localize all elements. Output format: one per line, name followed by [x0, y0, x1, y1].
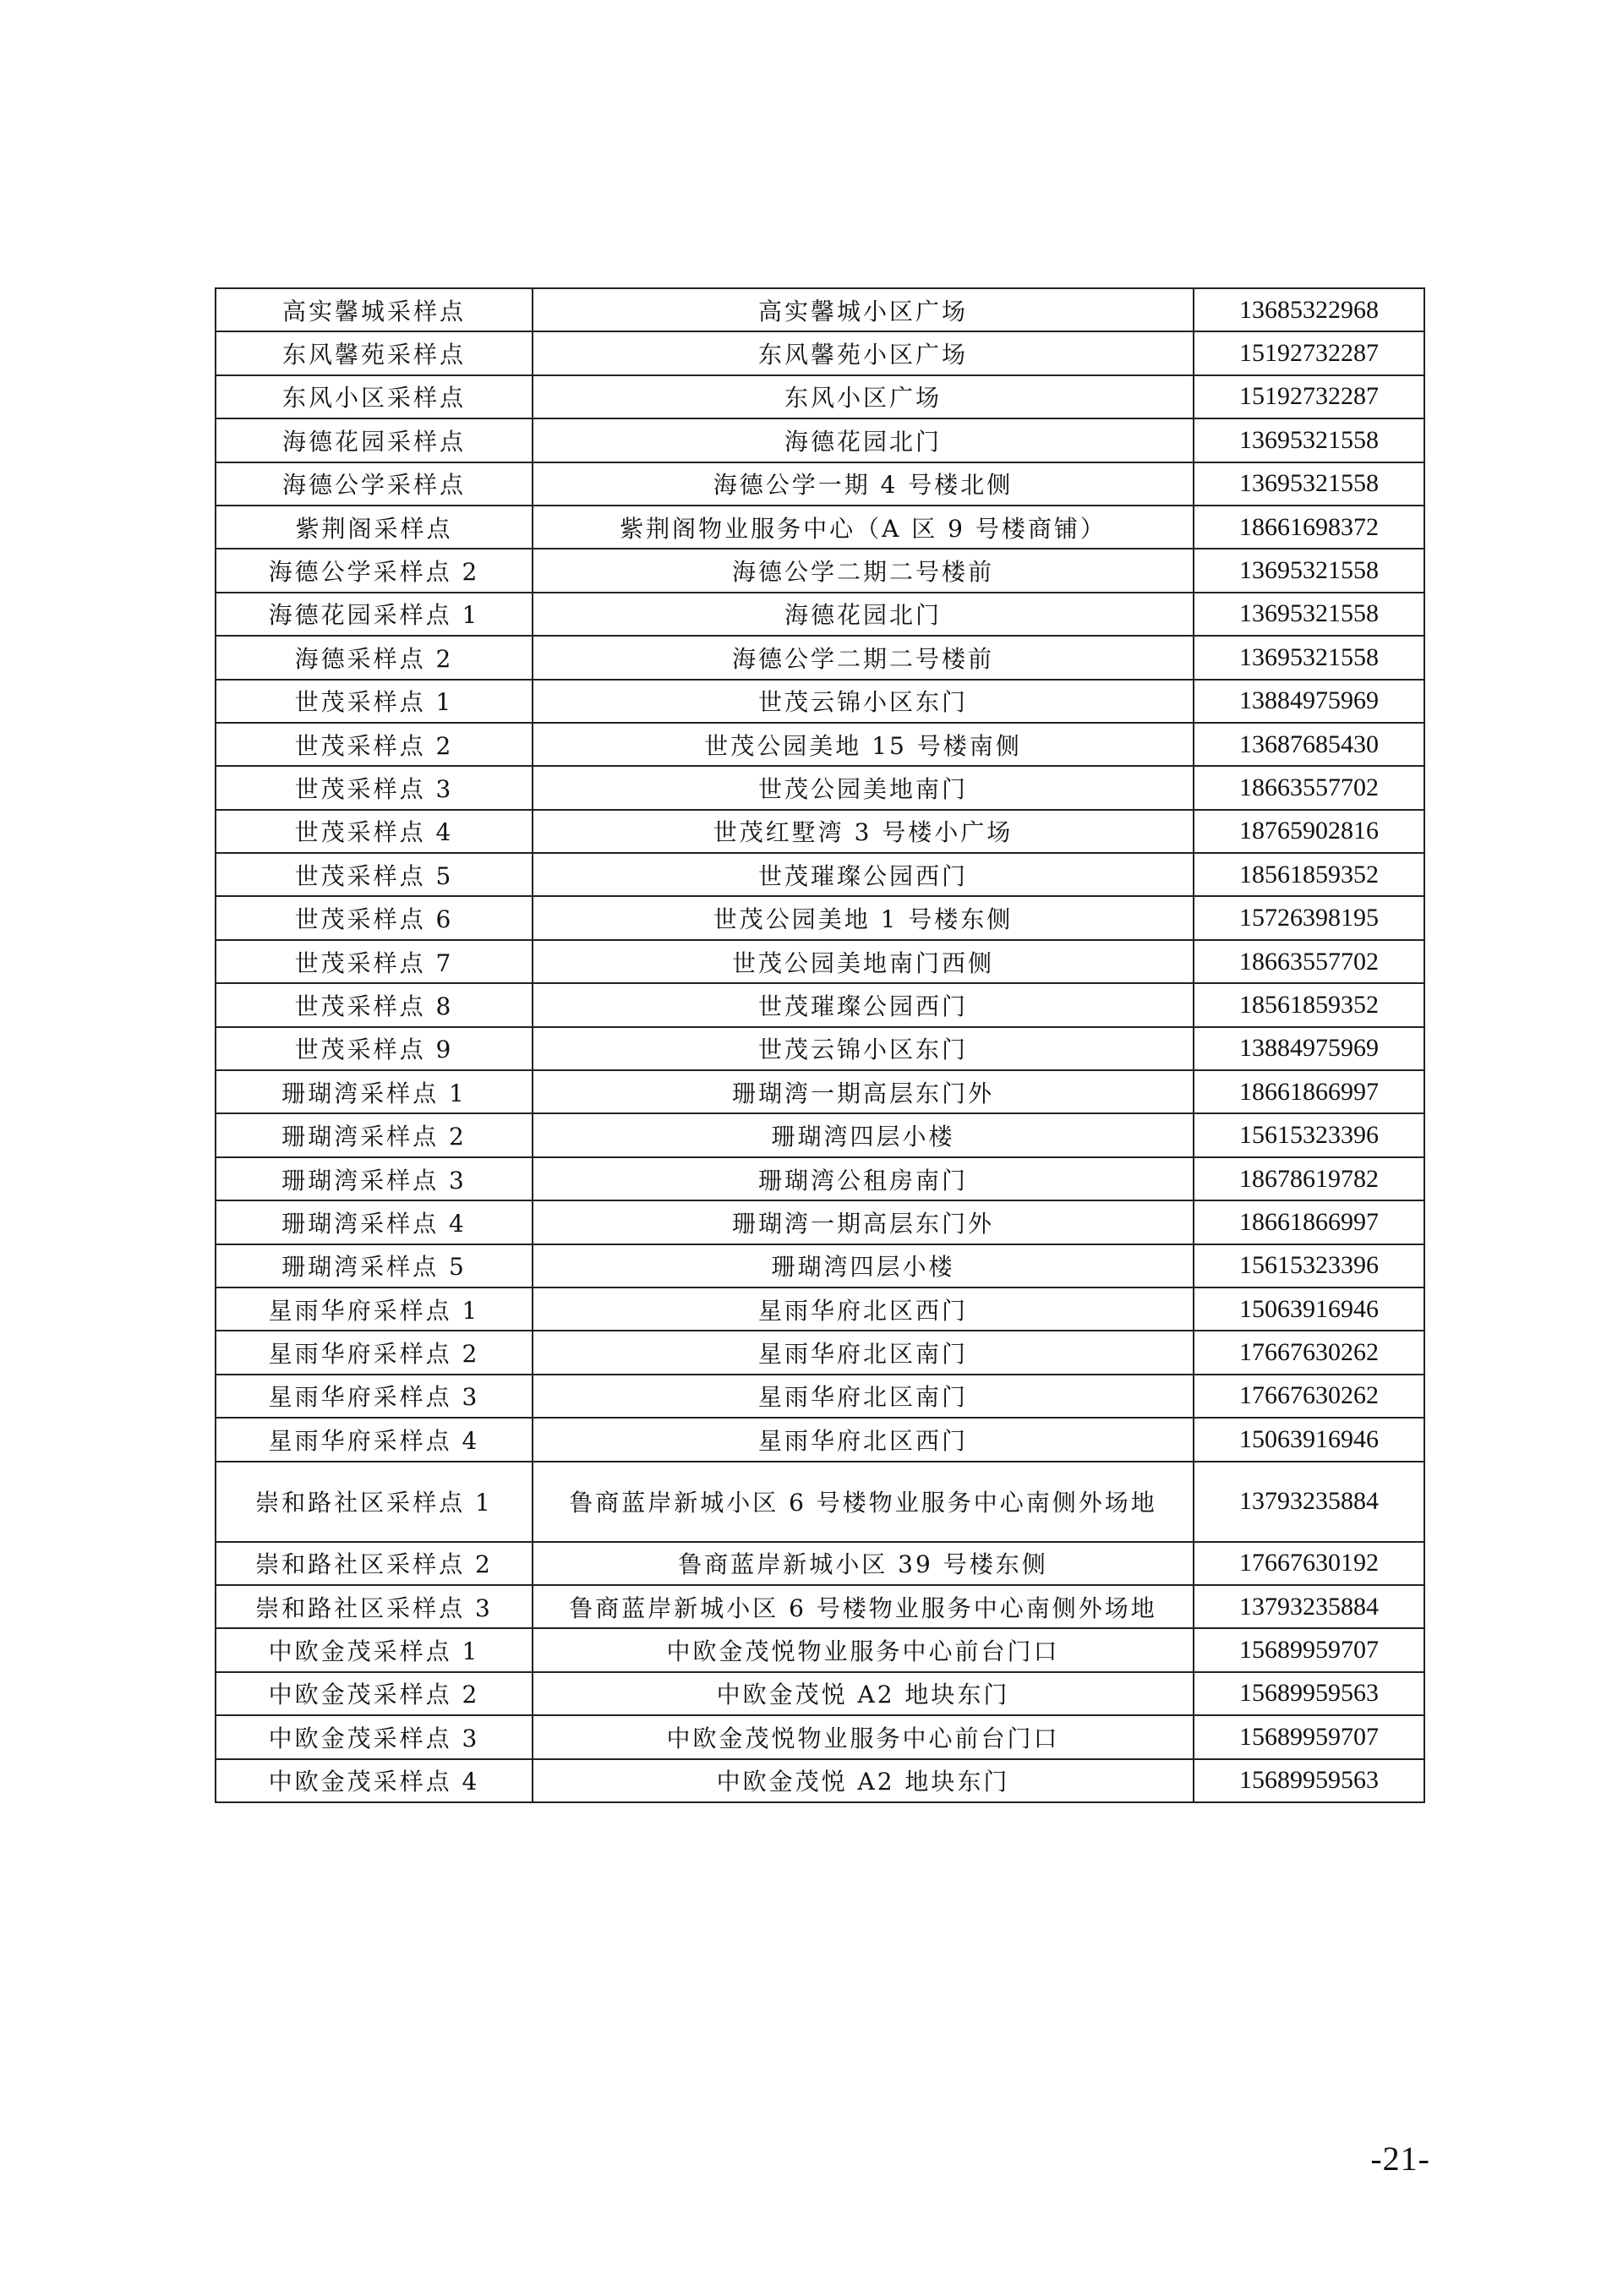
- page-number: -21-: [1370, 2140, 1430, 2178]
- site-name-cell: 珊瑚湾采样点 3: [216, 1157, 533, 1200]
- site-name-cell: 世茂采样点 3: [216, 766, 533, 809]
- site-location-cell: 东风馨苑小区广场: [533, 331, 1194, 374]
- phone-cell: 15689959563: [1194, 1759, 1424, 1802]
- phone-cell: 18678619782: [1194, 1157, 1424, 1200]
- phone-cell: 17667630192: [1194, 1542, 1424, 1585]
- table-row: [216, 1331, 1424, 1374]
- site-name-cell: 世茂采样点 1: [216, 680, 533, 723]
- site-name-cell: 星雨华府采样点 1: [216, 1287, 533, 1331]
- table-row: [216, 1585, 1424, 1628]
- site-location-cell: 海德公学二期二号楼前: [533, 636, 1194, 679]
- phone-cell: 15689959707: [1194, 1715, 1424, 1758]
- site-location-cell: 星雨华府北区西门: [533, 1418, 1194, 1461]
- site-name-cell: 中欧金茂采样点 2: [216, 1672, 533, 1715]
- phone-cell: 18661698372: [1194, 506, 1424, 549]
- site-location-cell: 中欧金茂悦 A2 地块东门: [533, 1759, 1194, 1802]
- site-name-cell: 海德公学采样点 2: [216, 549, 533, 592]
- table-row: [216, 1418, 1424, 1461]
- phone-cell: 15063916946: [1194, 1418, 1424, 1461]
- phone-cell: 15063916946: [1194, 1287, 1424, 1331]
- site-location-cell: 星雨华府北区南门: [533, 1331, 1194, 1374]
- phone-cell: 13793235884: [1194, 1585, 1424, 1628]
- site-location-cell: 东风小区广场: [533, 375, 1194, 418]
- site-name-cell: 珊瑚湾采样点 5: [216, 1244, 533, 1287]
- table-row: [216, 723, 1424, 766]
- table-row: [216, 1070, 1424, 1113]
- site-location-cell: 珊瑚湾四层小楼: [533, 1244, 1194, 1287]
- table-row: [216, 1200, 1424, 1244]
- table-row: [216, 636, 1424, 679]
- phone-cell: 18661866997: [1194, 1200, 1424, 1244]
- table-row: [216, 462, 1424, 506]
- phone-cell: 13884975969: [1194, 1027, 1424, 1070]
- table-row: [216, 1375, 1424, 1418]
- site-location-cell: 海德公学一期 4 号楼北侧: [533, 462, 1194, 506]
- table-row: [216, 1157, 1424, 1200]
- phone-cell: 13695321558: [1194, 636, 1424, 679]
- table-row: [216, 1027, 1424, 1070]
- site-location-cell: 珊瑚湾四层小楼: [533, 1113, 1194, 1156]
- phone-cell: 13695321558: [1194, 593, 1424, 636]
- site-location-cell: 星雨华府北区南门: [533, 1375, 1194, 1418]
- site-name-cell: 星雨华府采样点 3: [216, 1375, 533, 1418]
- site-location-cell: 星雨华府北区西门: [533, 1287, 1194, 1331]
- table-row: [216, 1542, 1424, 1585]
- site-location-cell: 高实馨城小区广场: [533, 288, 1194, 331]
- site-location-cell: 世茂璀璨公园西门: [533, 853, 1194, 896]
- phone-cell: 15689959707: [1194, 1628, 1424, 1671]
- table-row: [216, 853, 1424, 896]
- site-location-cell: 世茂红墅湾 3 号楼小广场: [533, 810, 1194, 853]
- phone-cell: 18663557702: [1194, 940, 1424, 983]
- table-row: [216, 549, 1424, 592]
- site-name-cell: 东风馨苑采样点: [216, 331, 533, 374]
- site-location-cell: 世茂璀璨公园西门: [533, 983, 1194, 1026]
- table-body: [216, 288, 1424, 1802]
- site-location-cell: 鲁商蓝岸新城小区 6 号楼物业服务中心南侧外场地: [533, 1462, 1194, 1542]
- site-name-cell: 星雨华府采样点 4: [216, 1418, 533, 1461]
- site-name-cell: 中欧金茂采样点 3: [216, 1715, 533, 1758]
- site-location-cell: 中欧金茂悦物业服务中心前台门口: [533, 1628, 1194, 1671]
- site-name-cell: 高实馨城采样点: [216, 288, 533, 331]
- site-name-cell: 世茂采样点 2: [216, 723, 533, 766]
- site-name-cell: 崇和路社区采样点 3: [216, 1585, 533, 1628]
- table-row: [216, 983, 1424, 1026]
- table-row: [216, 1244, 1424, 1287]
- phone-cell: 15192732287: [1194, 331, 1424, 374]
- table-row: [216, 680, 1424, 723]
- site-name-cell: 世茂采样点 4: [216, 810, 533, 853]
- site-location-cell: 鲁商蓝岸新城小区 39 号楼东侧: [533, 1542, 1194, 1585]
- phone-cell: 17667630262: [1194, 1331, 1424, 1374]
- site-name-cell: 世茂采样点 7: [216, 940, 533, 983]
- site-location-cell: 海德公学二期二号楼前: [533, 549, 1194, 592]
- phone-cell: 13687685430: [1194, 723, 1424, 766]
- table-row: [216, 1759, 1424, 1802]
- site-location-cell: 中欧金茂悦物业服务中心前台门口: [533, 1715, 1194, 1758]
- site-name-cell: 世茂采样点 8: [216, 983, 533, 1026]
- phone-cell: 15615323396: [1194, 1244, 1424, 1287]
- phone-cell: 18663557702: [1194, 766, 1424, 809]
- site-location-cell: 世茂云锦小区东门: [533, 1027, 1194, 1070]
- table-row: [216, 810, 1424, 853]
- phone-cell: 15192732287: [1194, 375, 1424, 418]
- phone-cell: 18661866997: [1194, 1070, 1424, 1113]
- table-row: [216, 506, 1424, 549]
- sampling-sites-table: [215, 287, 1425, 1803]
- table-row: [216, 940, 1424, 983]
- site-name-cell: 世茂采样点 6: [216, 896, 533, 939]
- site-name-cell: 海德公学采样点: [216, 462, 533, 506]
- site-location-cell: 珊瑚湾一期高层东门外: [533, 1070, 1194, 1113]
- phone-cell: 17667630262: [1194, 1375, 1424, 1418]
- table-row: [216, 418, 1424, 462]
- site-name-cell: 中欧金茂采样点 1: [216, 1628, 533, 1671]
- site-name-cell: 珊瑚湾采样点 4: [216, 1200, 533, 1244]
- site-location-cell: 紫荆阁物业服务中心（A 区 9 号楼商铺）: [533, 506, 1194, 549]
- site-location-cell: 海德花园北门: [533, 418, 1194, 462]
- table-row: [216, 331, 1424, 374]
- phone-cell: 15689959563: [1194, 1672, 1424, 1715]
- site-name-cell: 海德花园采样点 1: [216, 593, 533, 636]
- site-name-cell: 崇和路社区采样点 1: [216, 1462, 533, 1542]
- site-location-cell: 世茂公园美地南门: [533, 766, 1194, 809]
- phone-cell: 15615323396: [1194, 1113, 1424, 1156]
- phone-cell: 13884975969: [1194, 680, 1424, 723]
- table-row: [216, 1287, 1424, 1331]
- site-name-cell: 珊瑚湾采样点 1: [216, 1070, 533, 1113]
- table-row: [216, 1113, 1424, 1156]
- site-location-cell: 世茂云锦小区东门: [533, 680, 1194, 723]
- table-row: [216, 1672, 1424, 1715]
- site-name-cell: 崇和路社区采样点 2: [216, 1542, 533, 1585]
- site-location-cell: 海德花园北门: [533, 593, 1194, 636]
- site-name-cell: 珊瑚湾采样点 2: [216, 1113, 533, 1156]
- site-location-cell: 珊瑚湾一期高层东门外: [533, 1200, 1194, 1244]
- table-row: [216, 1715, 1424, 1758]
- phone-cell: 13793235884: [1194, 1462, 1424, 1542]
- phone-cell: 15726398195: [1194, 896, 1424, 939]
- site-location-cell: 中欧金茂悦 A2 地块东门: [533, 1672, 1194, 1715]
- table-row: [216, 1628, 1424, 1671]
- table-row: [216, 375, 1424, 418]
- site-name-cell: 世茂采样点 9: [216, 1027, 533, 1070]
- site-name-cell: 世茂采样点 5: [216, 853, 533, 896]
- site-name-cell: 星雨华府采样点 2: [216, 1331, 533, 1374]
- table-row: [216, 593, 1424, 636]
- phone-cell: 13695321558: [1194, 549, 1424, 592]
- phone-cell: 18561859352: [1194, 853, 1424, 896]
- phone-cell: 13695321558: [1194, 418, 1424, 462]
- site-location-cell: 世茂公园美地 15 号楼南侧: [533, 723, 1194, 766]
- table-row: [216, 896, 1424, 939]
- phone-cell: 18765902816: [1194, 810, 1424, 853]
- table-row: [216, 766, 1424, 809]
- table-row: [216, 1462, 1424, 1542]
- site-location-cell: 世茂公园美地南门西侧: [533, 940, 1194, 983]
- site-name-cell: 紫荆阁采样点: [216, 506, 533, 549]
- phone-cell: 18561859352: [1194, 983, 1424, 1026]
- phone-cell: 13695321558: [1194, 462, 1424, 506]
- site-name-cell: 海德花园采样点: [216, 418, 533, 462]
- table-row: [216, 288, 1424, 331]
- site-name-cell: 东风小区采样点: [216, 375, 533, 418]
- site-location-cell: 珊瑚湾公租房南门: [533, 1157, 1194, 1200]
- site-location-cell: 世茂公园美地 1 号楼东侧: [533, 896, 1194, 939]
- site-name-cell: 海德采样点 2: [216, 636, 533, 679]
- phone-cell: 13685322968: [1194, 288, 1424, 331]
- site-name-cell: 中欧金茂采样点 4: [216, 1759, 533, 1802]
- site-location-cell: 鲁商蓝岸新城小区 6 号楼物业服务中心南侧外场地: [533, 1585, 1194, 1628]
